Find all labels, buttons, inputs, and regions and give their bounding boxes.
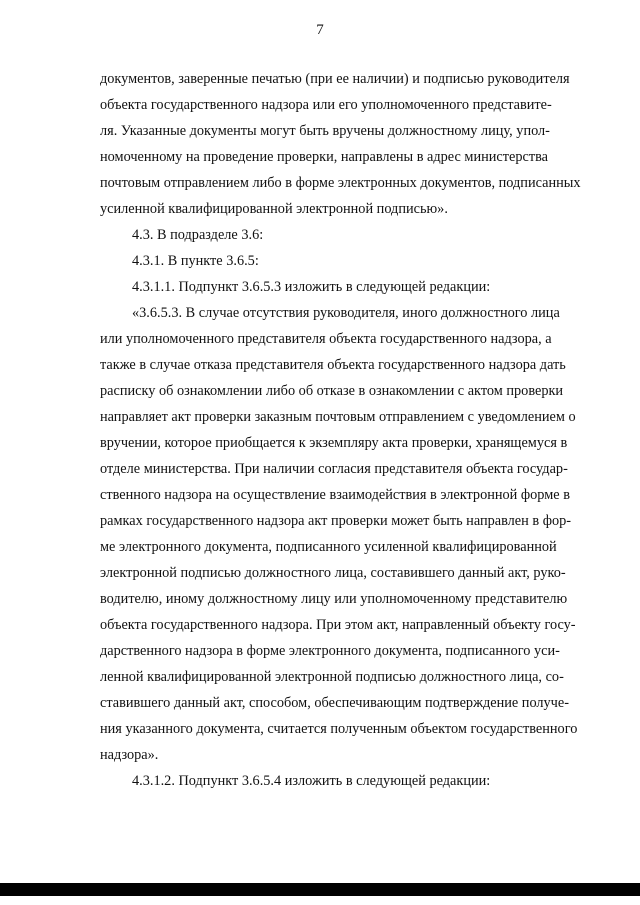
text-line: надзора». <box>100 747 159 763</box>
text-line: ственного надзора на осуществление взаимодействия в электронной форме в <box>100 487 570 503</box>
text-line: 4.3.1.2. Подпункт 3.6.5.4 изложить в следующей редакции: <box>132 773 491 789</box>
text-line: документов, заверенные печатью (при ее наличии) и подписью руководителя <box>100 71 570 87</box>
text-line: «3.6.5.3. В случае отсутствия руководителя, иного должностного лица <box>132 305 560 321</box>
text-line: расписку об ознакомлении либо об отказе в ознакомлении с актом проверки <box>100 383 564 399</box>
text-line: направляет акт проверки заказным почтовым отправлением с уведомлением о <box>100 409 576 425</box>
text-line: объекта государственного надзора или его уполномоченного представите- <box>100 97 552 113</box>
text-line: 4.3. В подразделе 3.6: <box>132 227 264 243</box>
text-line: отделе министерства. При наличии согласия представителя объекта государ- <box>100 461 568 477</box>
page-number: 7 <box>316 22 324 38</box>
text-line: электронной подписью должностного лица, составившего данный акт, руко- <box>100 565 566 581</box>
document-body <box>100 66 581 794</box>
text-line: усиленной квалифицированной электронной подписью». <box>100 201 448 217</box>
text-line: номоченному на проведение проверки, направлены в адрес министерства <box>100 149 549 165</box>
text-line: ленной квалифицированной электронной подписью должностного лица, со- <box>100 669 564 685</box>
text-line: дарственного надзора в форме электронного документа, подписанного уси- <box>100 643 560 659</box>
text-line: ме электронного документа, подписанного усиленной квалифицированной <box>100 539 557 555</box>
text-line: 4.3.1.1. Подпункт 3.6.5.3 изложить в следующей редакции: <box>132 279 491 295</box>
text-line: ля. Указанные документы могут быть вручены должностному лицу, упол- <box>100 123 550 139</box>
text-line: объекта государственного надзора. При этом акт, направленный объекту госу- <box>100 617 576 633</box>
text-line: 4.3.1. В пункте 3.6.5: <box>132 253 259 269</box>
text-line: ния указанного документа, считается полученным объектом государственного <box>100 721 578 737</box>
scan-edge-bar <box>0 883 640 896</box>
text-line: рамках государственного надзора акт проверки может быть направлен в фор- <box>100 513 572 529</box>
text-line: почтовым отправлением либо в форме электронных документов, подписанных <box>100 175 581 191</box>
text-line: водителю, иному должностному лицу или уполномоченному представителю <box>100 591 568 607</box>
text-line: вручении, которое приобщается к экземпляру акта проверки, хранящемуся в <box>100 435 568 451</box>
text-line: или уполномоченного представителя объекта государственного надзора, а <box>100 331 552 347</box>
text-line: ставившего данный акт, способом, обеспечивающим подтверждение получе- <box>100 695 569 711</box>
text-line: также в случае отказа представителя объекта государственного надзора дать <box>100 357 566 373</box>
